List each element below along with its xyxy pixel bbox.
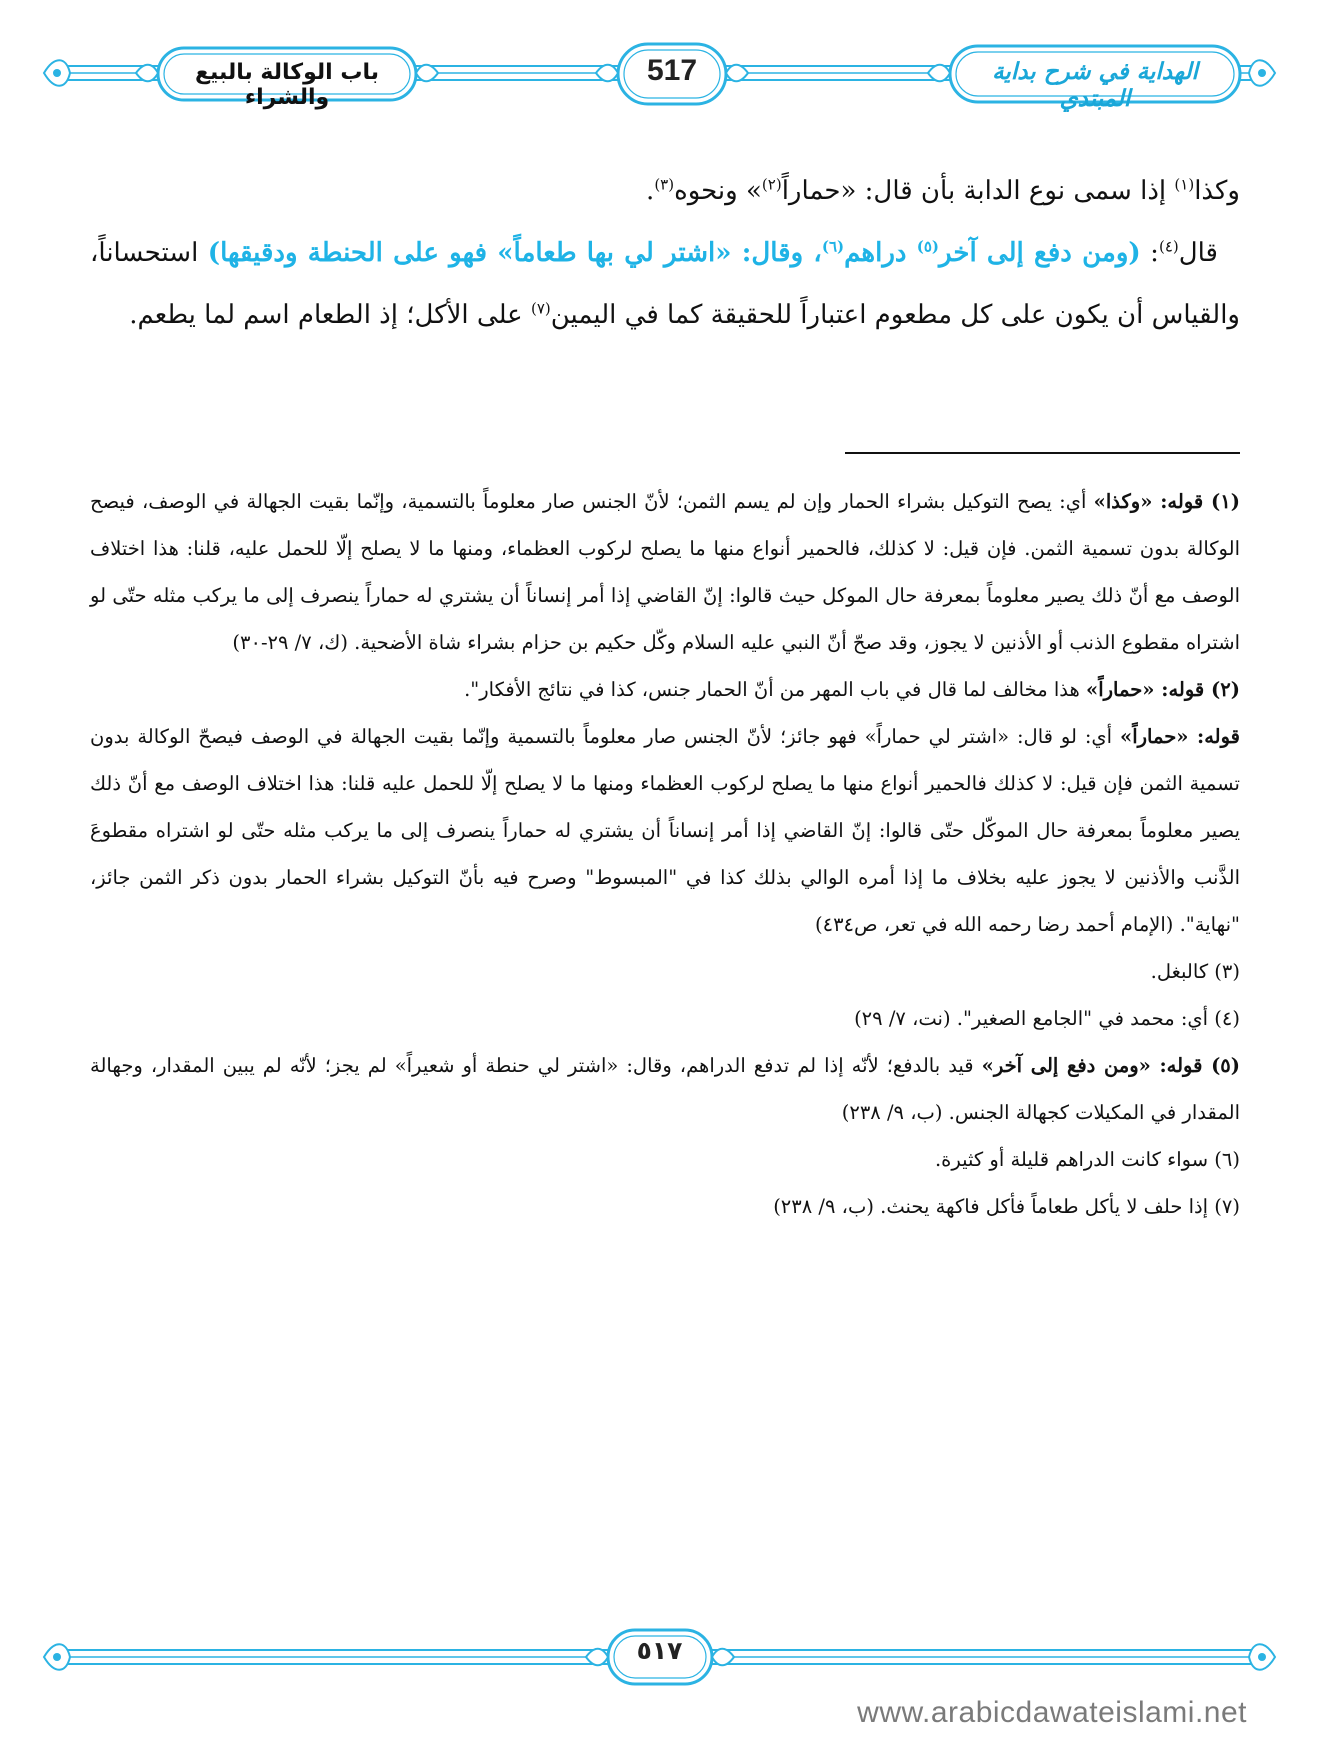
footnote-text: قيد بالدفع؛ لأنّه إذا لم تدفع الدراهم، وقال: «اشتر لي حنطة أو شعيراً» لم يجز؛ لأنّه لم يبين المقدار، وجهالة المقدار في المكيلات كجهالة الجنس. (ب، ٩/ ٢٣٨) <box>90 1054 1240 1124</box>
main-paragraph-1 <box>90 160 1240 222</box>
footnote-ref-7: (٧) <box>530 299 551 318</box>
text-run: » ونحوه <box>674 176 762 206</box>
chapter-title: باب الوكالة بالبيع والشراء <box>195 60 379 110</box>
text-run: إذا سمى نوع الدابة بأن قال: «حماراً <box>781 176 1175 206</box>
footnote-label: (٥) قوله: «ومن دفع إلى آخر» <box>981 1054 1241 1077</box>
text-run: قال <box>1178 238 1218 268</box>
text-run: : <box>1140 238 1159 268</box>
footnote-text: هذا مخالف لما قال في باب المهر من أنّ الحمار جنس، كذا في نتائج الأفكار". <box>464 678 1086 701</box>
text-run: وكذا <box>1194 176 1240 206</box>
footnote-divider <box>845 452 1240 454</box>
footnote-2 <box>90 666 1240 713</box>
text-run: استحساناً، والقياس أن يكون على كل مطعوم اعتباراً للحقيقة كما في اليمين <box>90 238 1240 330</box>
footnote-text: أي: يصح التوكيل بشراء الحمار وإن لم يسم الثمن؛ لأنّ الجنس صار معلوماً بالتسمية، وإنّما بقيت الجهالة في الوصف، فيصح الوكالة بدون تسمية الثمن. فإن قيل: لا كذلك، فالحمير أنواع منها ما يصلح لركوب العظماء، ومنها ما لا يصلح إلّا للحمل عليه، قلنا: هذا اختلاف الوصف مع أنّ ذلك يصير معلوماً بمعرفة حال الموكل حيث قالوا: إنّ القاضي إذا أمر إنساناً أن يشتري له حماراً ينصرف إلى ما يركب مثله حتّى لو اشتراه مقطوع الذنب أو الأذنين لا يجوز، وقد صحّ أنّ النبي عليه السلام وكّل حكيم بن حزام بشراء شاة الأضحية. (ك، ٧/ ٢٩-٣٠) <box>90 490 1240 654</box>
footnote-6: (٦) سواء كانت الدراهم قليلة أو كثيرة. <box>934 1148 1240 1171</box>
footnote-7: (٧) إذا حلف لا يأكل طعاماً فأكل فاكهة يحنث. (ب، ٩/ ٢٣٨) <box>773 1195 1240 1218</box>
text-run: على الأكل؛ إذ الطعام اسم لما يطعم. <box>129 300 531 330</box>
footnote-label: (١) قوله: «وكذا» <box>1093 490 1240 513</box>
matn-quote <box>208 238 1141 268</box>
text-run: دراهم <box>844 238 917 268</box>
footnote-1 <box>90 478 1240 666</box>
footnote-ref-4: (٤) <box>1158 237 1179 256</box>
footnote-3: (٣) كالبغل. <box>1150 960 1240 983</box>
website-watermark: www.arabicdawateislami.net <box>857 1696 1247 1729</box>
footnote-ref-2: (٢) <box>761 175 782 194</box>
footnote-label: قوله: «حماراً» <box>1120 725 1240 748</box>
page-number-top: 517 <box>646 54 698 87</box>
main-text <box>90 160 1240 346</box>
page-number-bottom: ٥١٧ <box>636 1636 683 1665</box>
footnote-text: أي: لو قال: «اشتر لي حماراً» فهو جائز؛ لأنّ الجنس صار معلوماً بالتسمية وإنّما بقيت الجهالة في الوصف فيصحّ الوكالة بدون تسمية الثمن فإن قيل: لا كذلك فالحمير أنواع منها ما يصلح لركوب العظماء ومنها ما لا يصلح إلّا للحمل عليه قلنا: هذا اختلاف الوصف مع أنّ ذلك يصير معلوماً بمعرفة حال الموكّل حتّى قالوا: إنّ القاضي إذا أمر إنساناً أن يشتري له حماراً ينصرف إلى ما يركب مثله حتّى لو اشتراه مقطوعَ الذَّنب والأذنين لا يجوز عليه بخلاف ما إذا أمره الوالي بذلك كذا في "المبسوط" وصرح فيه بأنّ التوكيل بشراء الحمار بدون ذكر الثمن جائز، "نهاية". (الإمام أحمد رضا رحمه الله في تعر، ص٤٣٤) <box>90 725 1240 936</box>
footnotes <box>90 478 1240 1230</box>
footnote-5 <box>90 1042 1240 1136</box>
footnote-ref-1: (١) <box>1174 175 1195 194</box>
footnote-4: (٤) أي: محمد في "الجامع الصغير". (نت، ٧/ ٢٩) <box>854 1007 1240 1030</box>
footnote-2-continued <box>90 713 1240 948</box>
text-run: . <box>646 176 655 206</box>
page-footer <box>40 1628 1279 1688</box>
page-header <box>40 42 1279 112</box>
text-run: (ومن دفع إلى آخر <box>939 238 1141 268</box>
footnote-label: (٢) قوله: «حماراً» <box>1086 678 1240 701</box>
footnote-ref-6: (٦) <box>821 237 845 256</box>
footnote-ref-3: (٣) <box>654 175 675 194</box>
text-run: ، وقال: «اشتر لي بها طعاماً» فهو على الحنطة ودقيقها) <box>207 238 822 268</box>
book-title: الهداية في شرح بداية المبتدي <box>992 58 1198 112</box>
footnote-ref-5: (٥) <box>916 237 940 256</box>
main-paragraph-2 <box>90 222 1240 346</box>
